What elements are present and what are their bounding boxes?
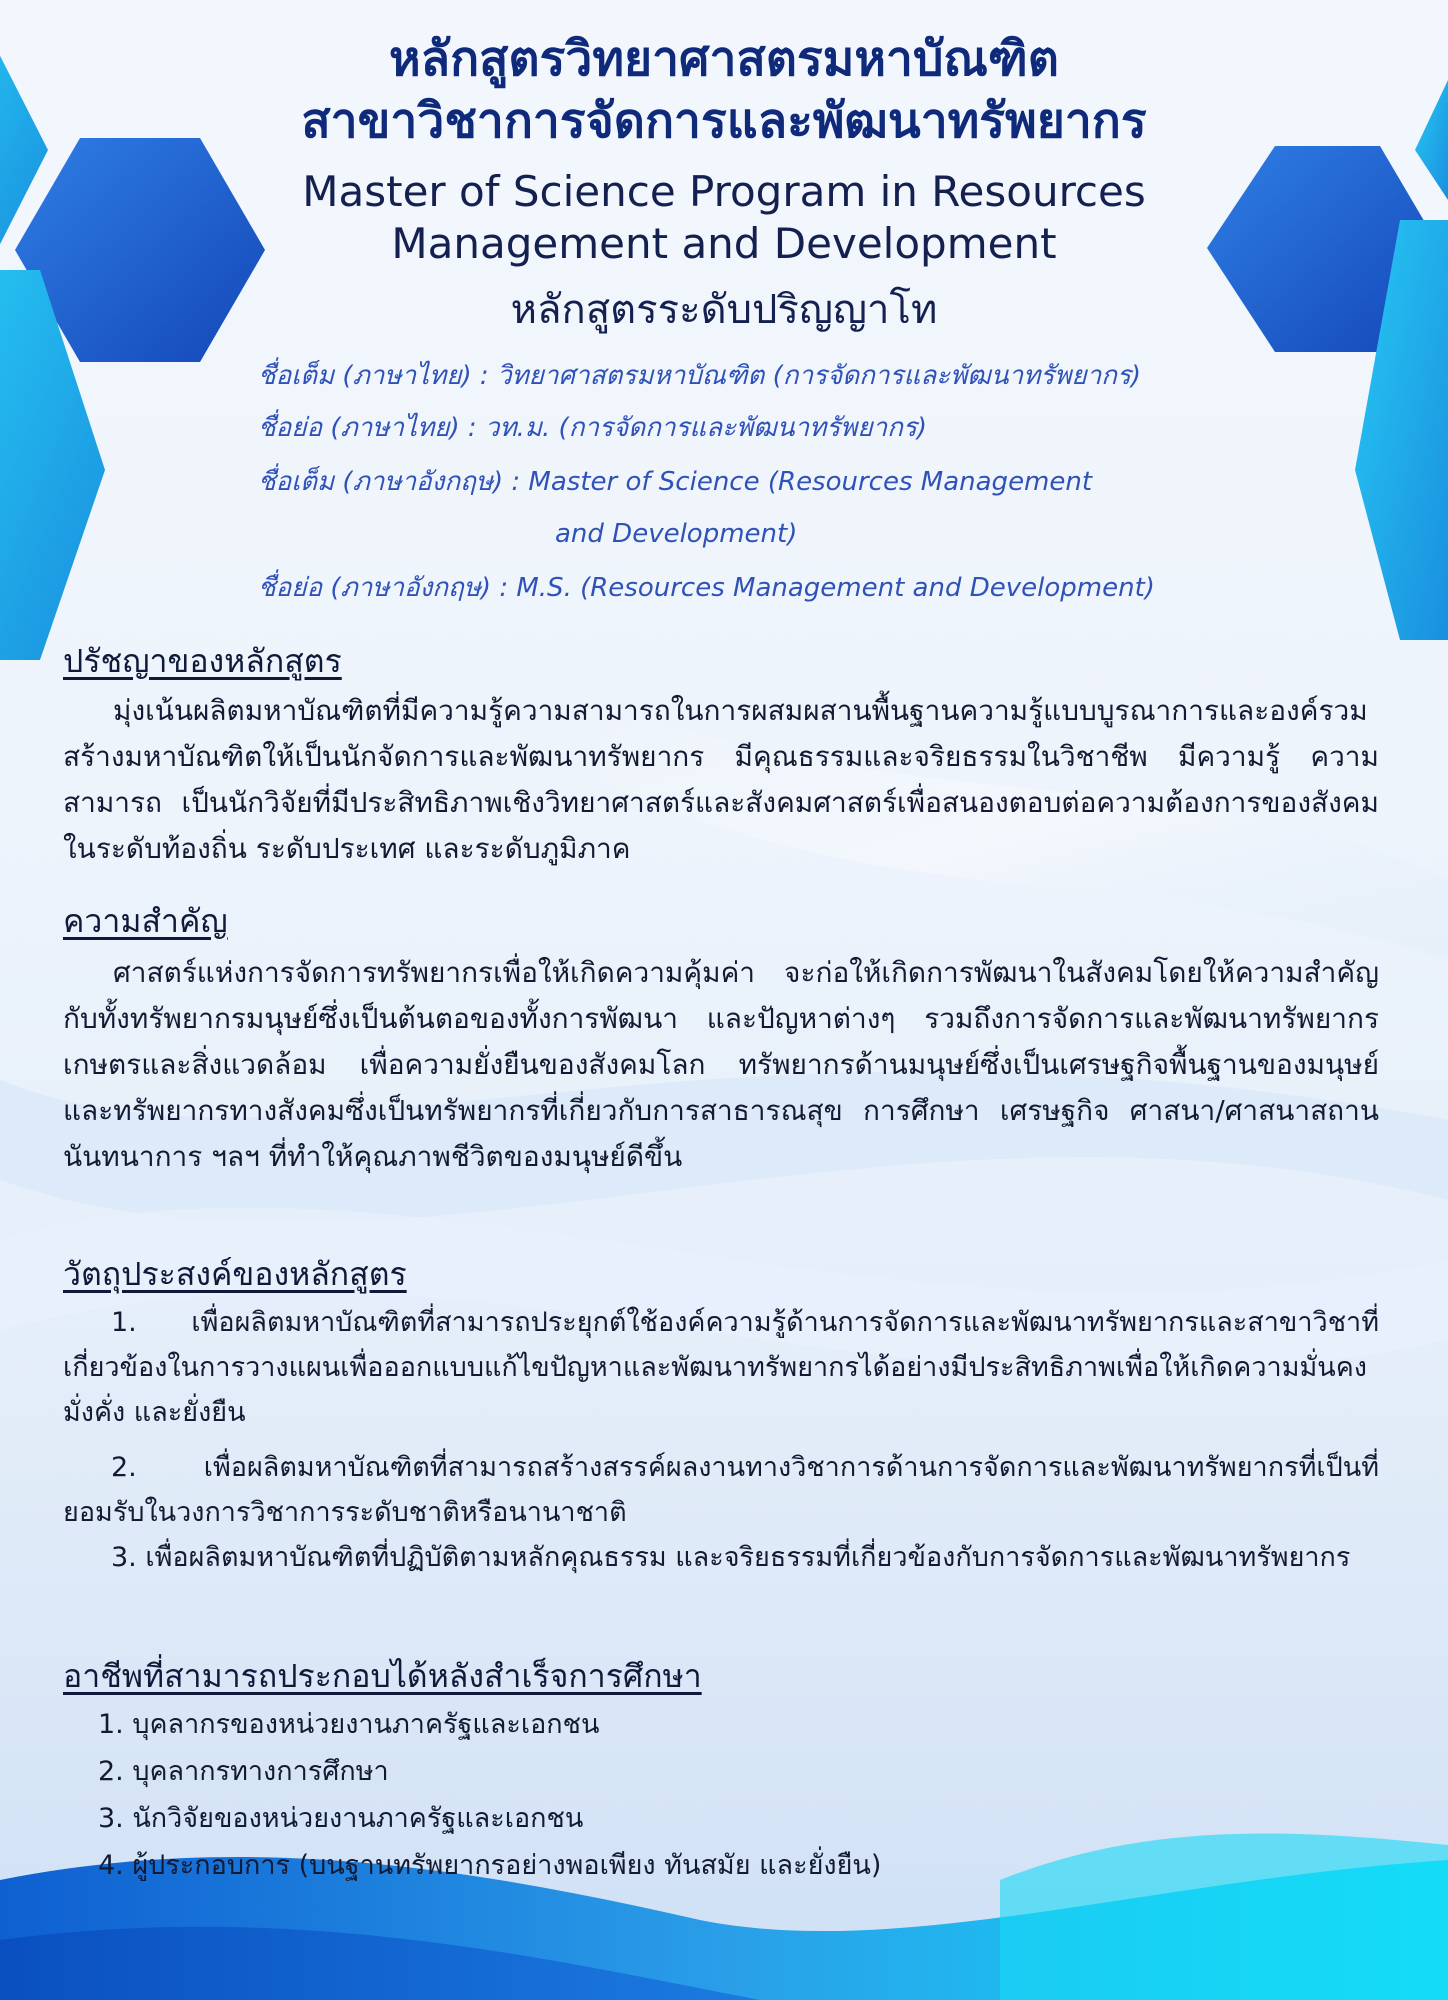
degree-full-name-english: ชื่อเต็ม (ภาษาอังกฤษ) : Master of Science (Resources Management xyxy=(258,467,1093,497)
career-item: 4. ผู้ประกอบการ (บนฐานทรัพยากรอย่างพอเพียง ทันสมัย และยั่งยืน) xyxy=(98,1850,882,1881)
importance-heading: ความสำคัญ xyxy=(63,902,228,940)
career-item: 1. บุคลากรของหน่วยงานภาครัฐและเอกชน xyxy=(98,1709,600,1740)
career-item: 2. บุคลากรทางการศึกษา xyxy=(98,1756,389,1787)
objective-item: 1. เพื่อผลิตมหาบัณฑิตที่สามารถประยุกต์ใช้องค์ความรู้ด้านการจัดการและพัฒนาทรัพยากรและสาขาวิชาที่เกี่ยวข้องในการวางแผนเพื่อออกแบบแก้ไขปัญหาและพัฒนาทรัพยากรได้อย่างมีประสิทธิภาพเพื่อให้เกิดความมั่นคง มั่งคั่ง และยั่งยืน xyxy=(63,1307,1379,1428)
degree-short-name-english: ชื่อย่อ (ภาษาอังกฤษ) : M.S. (Resources Management and Development) xyxy=(258,573,1155,603)
degree-full-name-english-cont: and Development) xyxy=(555,519,798,549)
objective-item: 3. เพื่อผลิตมหาบัณฑิตที่ปฏิบัติตามหลักคุณธรรม และจริยธรรมที่เกี่ยวข้องกับการจัดการและพัฒนาทรัพยากร xyxy=(111,1542,1351,1573)
careers-heading: อาชีพที่สามารถประกอบได้หลังสำเร็จการศึกษา xyxy=(63,1657,702,1695)
degree-full-name-thai: ชื่อเต็ม (ภาษาไทย) : วิทยาศาสตรมหาบัณฑิต (การจัดการและพัฒนาทรัพยากร) xyxy=(258,361,1142,391)
philosophy-heading: ปรัชญาของหลักสูตร xyxy=(63,642,342,680)
philosophy-text: มุ่งเน้นผลิตมหาบัณฑิตที่มีความรู้ความสามารถในการผสมผสานพื้นฐานความรู้แบบบูรณาการและองค์รวม สร้างมหาบัณฑิตให้เป็นนักจัดการและพัฒนาทรัพยากร มีคุณธรรมและจริยธรรมในวิชาชีพ มีความรู้ ความสามารถ เป็นนักวิจัยที่มีประสิทธิภาพเชิงวิทยาศาสตร์และสังคมศาสตร์เพื่อสนองตอบต่อความต้องการของสังคมในระดับท้องถิ่น ระดับประเทศ และระดับภูมิภาค xyxy=(63,694,1379,865)
program-level: หลักสูตรระดับปริญญาโท xyxy=(510,287,938,333)
program-major-thai: สาขาวิชาการจัดการและพัฒนาทรัพยากร xyxy=(301,93,1147,149)
career-item: 3. นักวิจัยของหน่วยงานภาครัฐและเอกชน xyxy=(98,1803,584,1834)
importance-text: ศาสตร์แห่งการจัดการทรัพยากรเพื่อให้เกิดความคุ้มค่า จะก่อให้เกิดการพัฒนาในสังคมโดยให้ความสำคัญกับทั้งทรัพยากรมนุษย์ซึ่งเป็นต้นตอของทั้งการพัฒนา และปัญหาต่างๆ รวมถึงการจัดการและพัฒนาทรัพยากรเกษตรและสิ่งแวดล้อม เพื่อความยั่งยืนของสังคมโลก ทรัพยากรด้านมนุษย์ซึ่งเป็นเศรษฐกิจพื้นฐานของมนุษย์และทรัพยากรทางสังคมซึ่งเป็นทรัพยากรที่เกี่ยวกับการสาธารณสุข การศึกษา เศรษฐกิจ ศาสนา/ศาสนาสถาน นันทนาการ ฯลฯ ที่ทำให้คุณภาพชีวิตของมนุษย์ดีขึ้น xyxy=(63,956,1379,1173)
degree-short-name-thai: ชื่อย่อ (ภาษาไทย) : วท.ม. (การจัดการและพัฒนาทรัพยากร) xyxy=(258,413,928,443)
program-title-thai: หลักสูตรวิทยาศาสตรมหาบัณฑิต xyxy=(389,31,1059,87)
program-title-english-line1: Master of Science Program in Resources xyxy=(302,167,1146,216)
program-title-english-line2: Management and Development xyxy=(391,219,1057,268)
objective-item: 2. เพื่อผลิตมหาบัณฑิตที่สามารถสร้างสรรค์ผลงานทางวิชาการด้านการจัดการและพัฒนาทรัพยากรที่เป็นที่ยอมรับในวงการวิชาการระดับชาติหรือนานาชาติ xyxy=(63,1452,1379,1528)
objectives-heading: วัตถุประสงค์ของหลักสูตร xyxy=(63,1255,407,1293)
